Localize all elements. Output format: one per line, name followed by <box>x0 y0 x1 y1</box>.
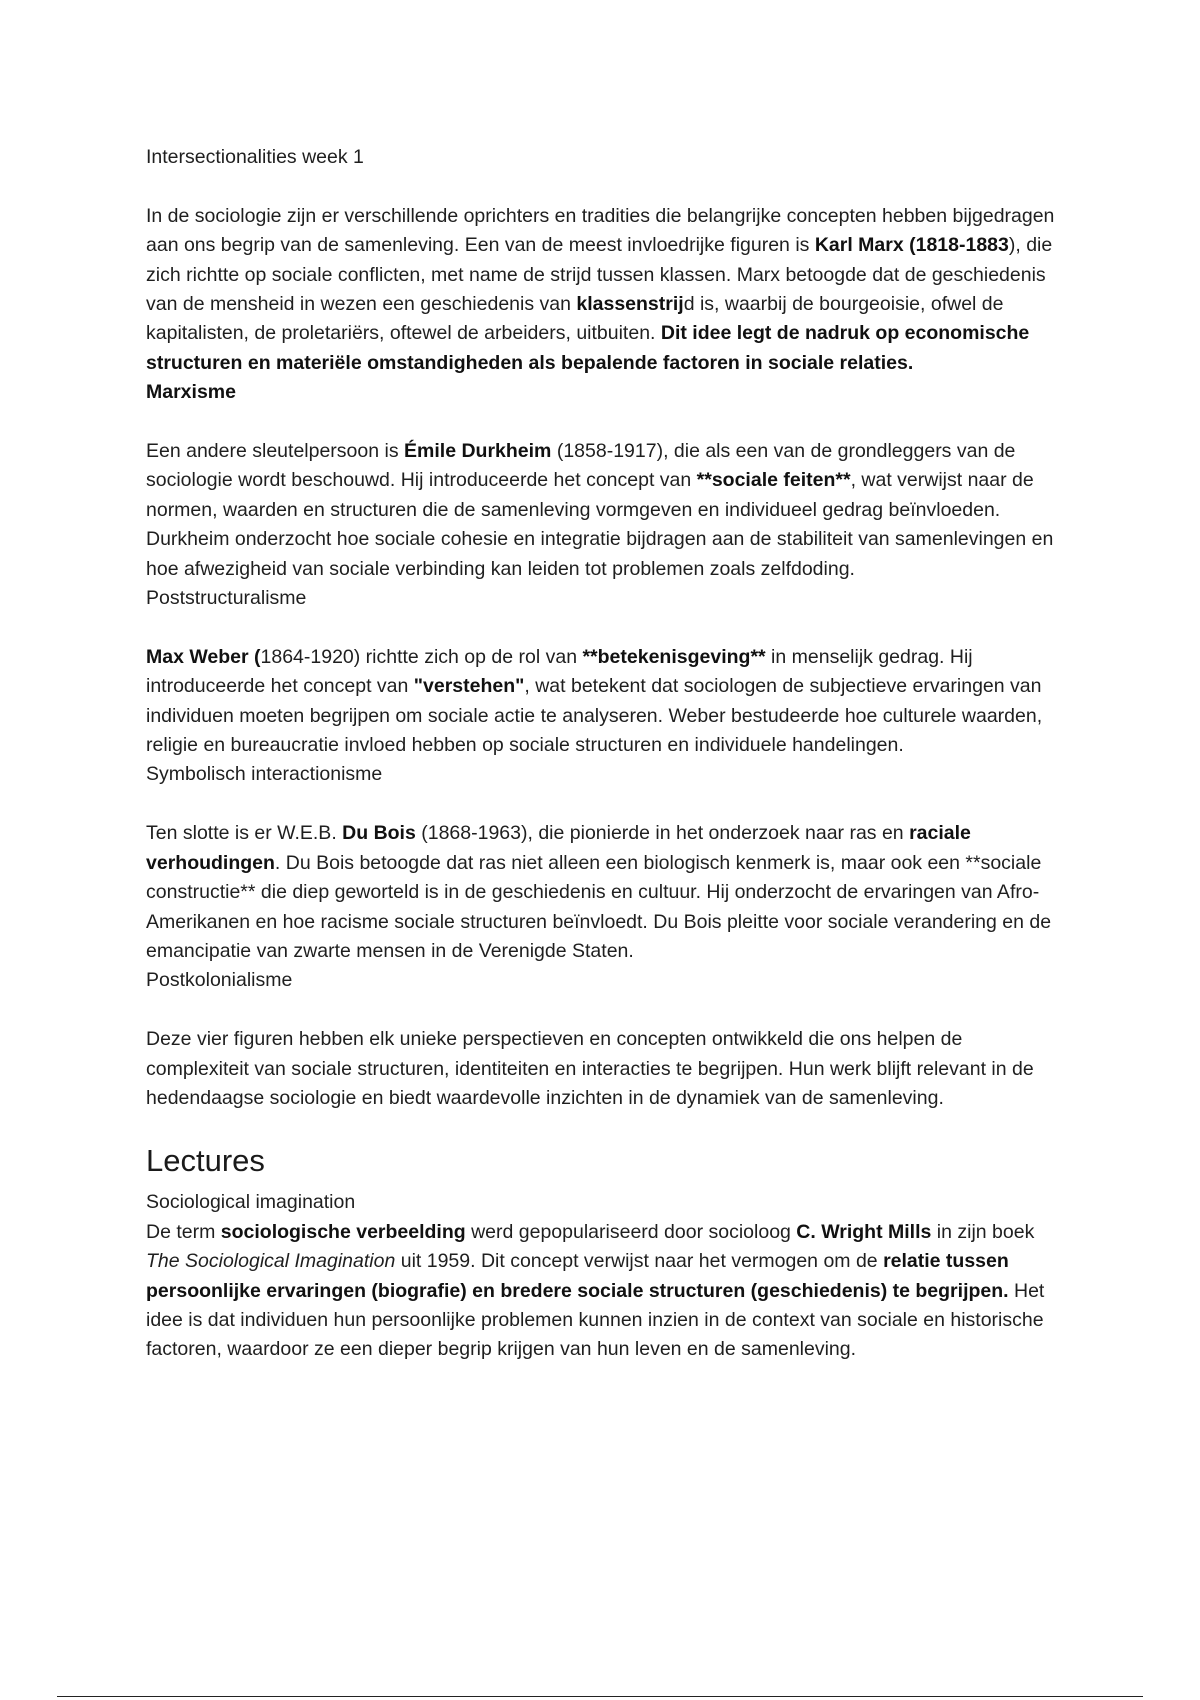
lectures-heading: Lectures <box>146 1143 265 1179</box>
label-poststructuralisme: Poststructuralisme <box>146 587 307 610</box>
marx-text-3: d is, waarbij de bourgeoisie, ofwel de kapitalisten, de proletariërs, oftewel de arbeiders, uitbuiten. <box>146 293 1004 345</box>
weber-verstehen: "verstehen" <box>413 675 525 698</box>
durkheim-name: Émile Durkheim <box>404 440 552 463</box>
lectures-text-2: werd gepopulariseerd door socioloog <box>465 1220 797 1243</box>
lectures-text-5: Het idee is dat individuen hun persoonlijke problemen kunnen inzien in de context van sociale en historische factoren, waardoor ze een dieper begrip krijgen van hun leven en de samenleving. <box>146 1279 1045 1361</box>
label-symbolisch-interactionisme: Symbolisch interactionisme <box>146 763 383 786</box>
lectures-text-3: in zijn boek <box>931 1220 1035 1243</box>
marx-klassenstrijd: klassenstrij <box>576 293 684 316</box>
paragraph-durkheim <box>146 437 1066 584</box>
paragraph-summary: Deze vier figuren hebben elk unieke perspectieven en concepten ontwikkeld die ons helpen de complexiteit van sociale structuren, identiteiten en interacties te begrijpen. Hun werk blijft relevant in de hedendaagse sociologie en biedt waardevolle inzichten in de dynamiek van de samenleving. <box>146 1028 1034 1109</box>
page-bottom-divider <box>57 1696 1143 1697</box>
dubois-text-1: Ten slotte is er W.E.B. <box>146 822 343 845</box>
document-page <box>146 143 1066 1365</box>
lectures-term: sociologische verbeelding <box>220 1220 466 1243</box>
weber-betekenisgeving: **betekenisgeving** <box>582 645 766 668</box>
document-title: Intersectionalities week 1 <box>146 146 364 168</box>
lectures-author: C. Wright Mills <box>796 1220 932 1243</box>
durkheim-sociale-feiten: **sociale feiten** <box>696 469 851 492</box>
paragraph-weber <box>146 643 1066 761</box>
lectures-key-idea: relatie tussen persoonlijke ervaringen (biografie) en bredere sociale structuren (geschiedenis) te begrijpen. <box>146 1250 1009 1302</box>
marx-name: Karl Marx (1818-1883 <box>814 234 1009 257</box>
dubois-text-3: . Du Bois betoogde dat ras niet alleen een biologisch kenmerk is, maar ook een **sociale constructie** die diep geworteld is in de geschiedenis en cultuur. Hij onderzocht de ervaringen van Afro-Amerikanen en hoe racisme sociale structuren beïnvloedt. Du Bois pleitte voor sociale verandering en de emancipatie van zwarte mensen in de Verenigde Staten. <box>146 851 1052 962</box>
marx-label: Marxisme <box>146 381 236 404</box>
paragraph-marx <box>146 202 1066 408</box>
marx-text-1: In de sociologie zijn er verschillende oprichters en tradities die belangrijke concepten hebben bijgedragen aan ons begrip van de samenleving. Een van de meest invloedrijke figuren is <box>146 204 1055 257</box>
durkheim-text-2: (1858-1917), die als een van de grondleggers van de sociologie wordt beschouwd. Hij introduceerde het concept van <box>146 440 1016 492</box>
lectures-text-4: uit 1959. Dit concept verwijst naar het vermogen om de <box>395 1250 884 1273</box>
paragraph-dubois <box>146 819 1066 966</box>
label-postkolonialisme: Postkolonialisme <box>146 969 293 992</box>
lectures-book-title: The Sociological Imagination <box>146 1250 396 1273</box>
weber-name: Max Weber ( <box>146 645 261 668</box>
paragraph-sociological-imagination <box>146 1218 1066 1365</box>
weber-text-3: , wat betekent dat sociologen de subjectieve ervaringen van individuen moeten begrijpen om sociale actie te analyseren. Weber bestudeerde hoe culturele waarden, religie en bureaucratie invloed hebben op sociale structuren en individuele handelingen. <box>146 675 1043 757</box>
lectures-subheading: Sociological imagination <box>146 1191 356 1214</box>
lectures-text-1: De term <box>146 1220 221 1243</box>
dubois-text-2: (1868-1963), die pionierde in het onderzoek naar ras en <box>415 822 910 845</box>
marx-text-2: ), die zich richtte op sociale conflicten, met name de strijd tussen klassen. Marx betoogde dat de geschiedenis van de mensheid in wezen een geschiedenis van <box>146 234 1053 316</box>
dubois-raciale-verhoudingen: raciale verhoudingen <box>146 822 971 874</box>
durkheim-text-1: Een andere sleutelpersoon is <box>146 440 405 463</box>
durkheim-text-3: , wat verwijst naar de normen, waarden en structuren die de samenleving vormgeven en individueel gedrag beïnvloeden. Durkheim onderzocht hoe sociale cohesie en integratie bijdragen aan de stabiliteit van samenlevingen en hoe afwezigheid van sociale verbinding kan leiden tot problemen zoals zelfdoding. <box>146 469 1054 580</box>
dubois-name: Du Bois <box>342 822 416 845</box>
weber-text-1: 1864-1920) richtte zich op de rol van <box>260 645 583 668</box>
weber-text-2: in menselijk gedrag. Hij introduceerde het concept van <box>146 645 973 698</box>
marx-key-idea: Dit idee legt de nadruk op economische structuren en materiële omstandigheden als bepalende factoren in sociale relaties. <box>146 322 1030 374</box>
